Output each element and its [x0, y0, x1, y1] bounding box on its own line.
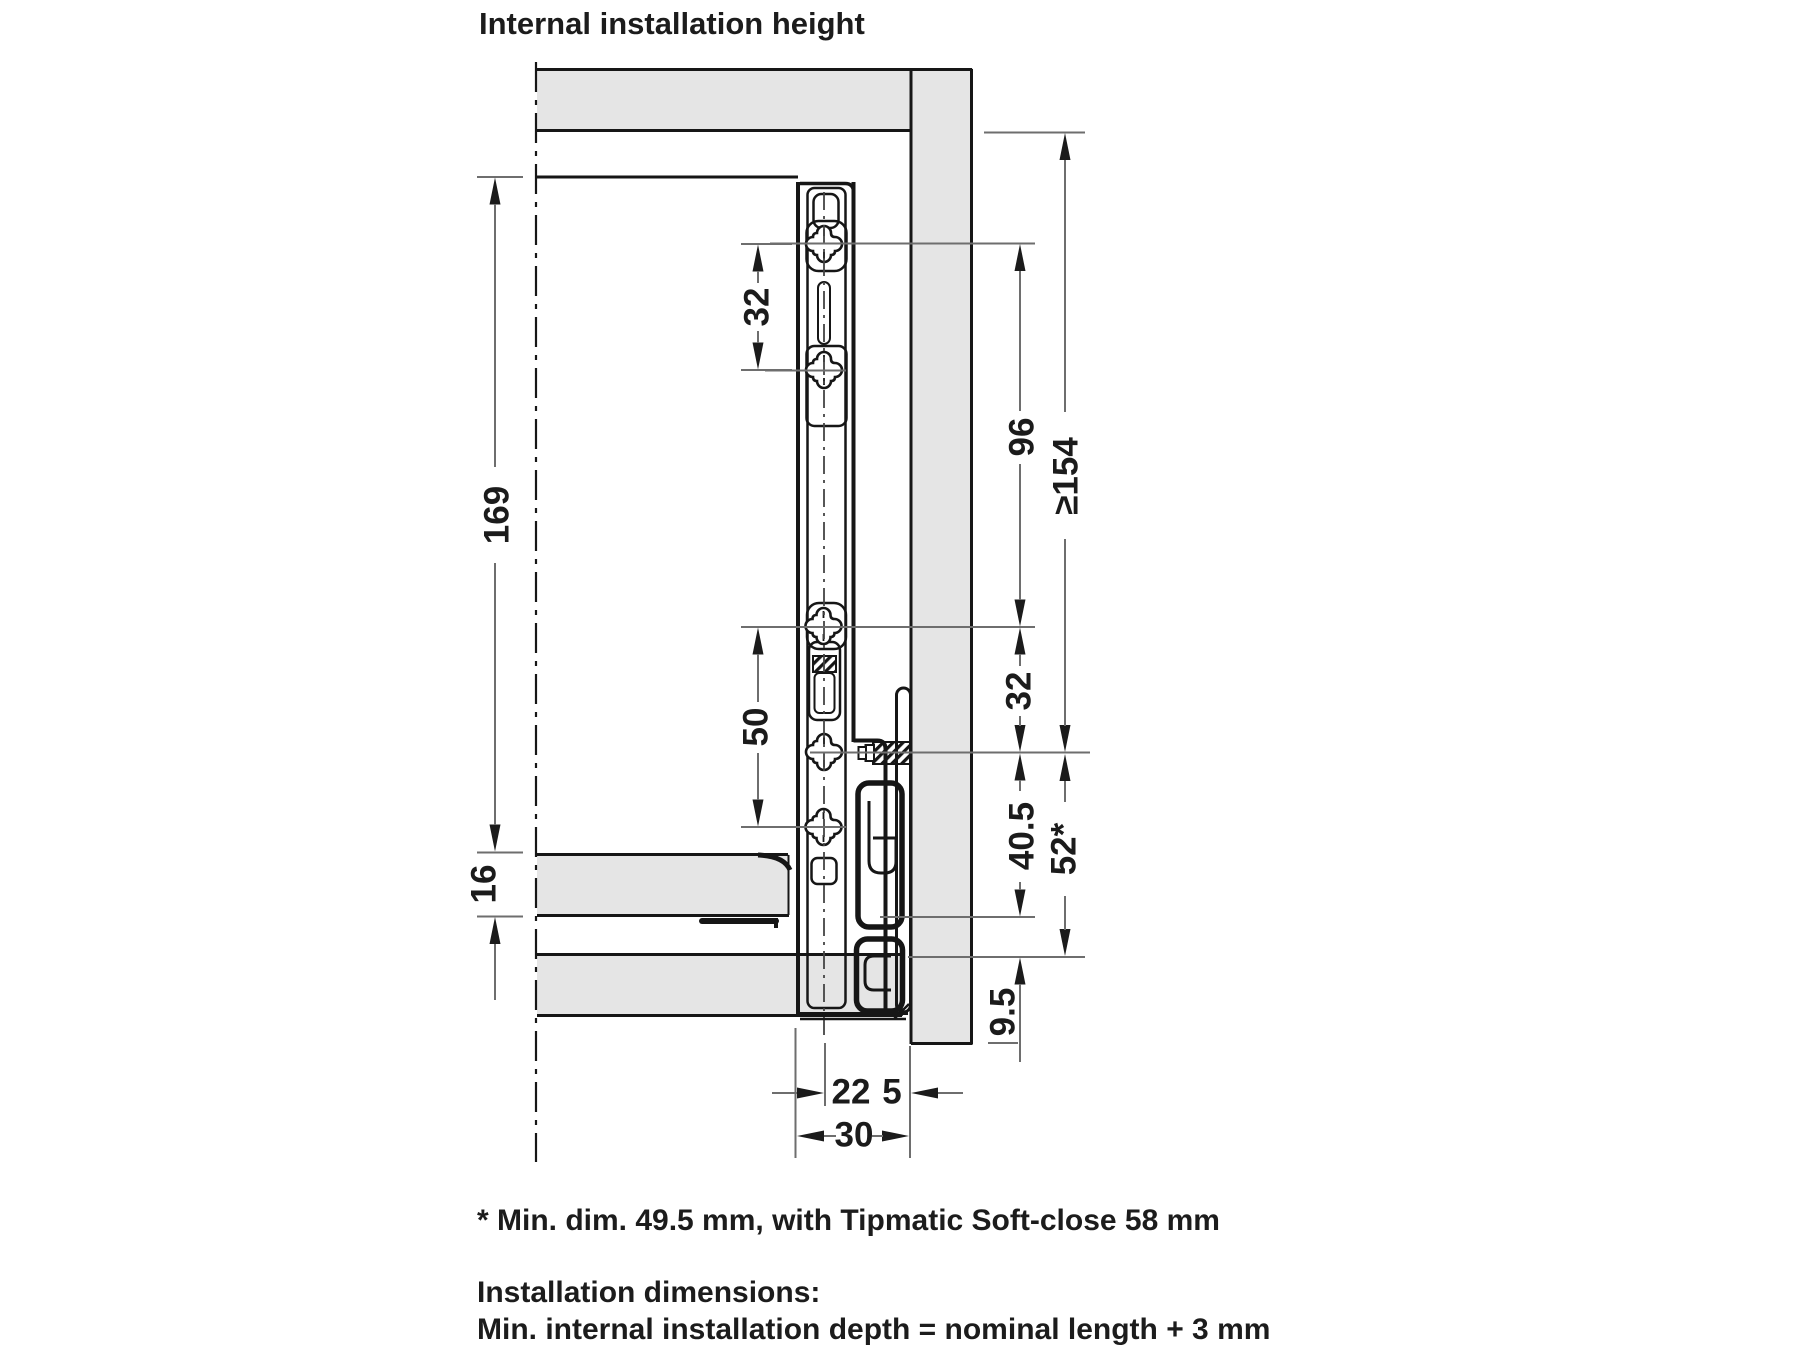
- dimension-40-5: [1003, 754, 1042, 917]
- dimension-16: [465, 865, 504, 1000]
- dim-label-min154: ≥154: [1046, 437, 1086, 515]
- cabinet-side-panel: [911, 68, 973, 1045]
- dimension-96: [1003, 244, 1042, 627]
- drawer-bottom-panel: [537, 854, 789, 916]
- dimension-154: [1047, 133, 1086, 752]
- dimension-22-5: [772, 1073, 963, 1112]
- dimension-9-5: [984, 958, 1026, 1063]
- dim-label-5: 5: [882, 1072, 902, 1112]
- drawer-side-rail: [798, 182, 854, 1040]
- dim-label-16: 16: [464, 864, 504, 904]
- dimension-169: [478, 178, 517, 852]
- dim-label-50: 50: [736, 707, 776, 747]
- dimension-50: [737, 628, 776, 827]
- dim-label-9-5: 9.5: [983, 987, 1023, 1037]
- dimension-30: [797, 1116, 909, 1155]
- dim-label-96: 96: [1002, 417, 1042, 457]
- dim-label-30: 30: [834, 1115, 874, 1155]
- dim-label-32-right: 32: [999, 671, 1039, 711]
- dim-label-169: 169: [477, 485, 517, 545]
- footnote-min-dim: * Min. dim. 49.5 mm, with Tipmatic Soft-close 58 mm: [477, 1204, 1220, 1237]
- dimension-32-top: [738, 245, 777, 370]
- dim-label-40-5: 40.5: [1002, 801, 1042, 871]
- installation-dimensions-header: Installation dimensions:: [477, 1276, 821, 1309]
- dim-label-32-top: 32: [737, 287, 777, 327]
- cabinet-panels: [537, 68, 973, 1045]
- page-title: Internal installation height: [479, 6, 865, 41]
- top-slot-hole: [814, 194, 839, 228]
- installation-depth-note: Min. internal installation depth = nominal length + 3 mm: [477, 1313, 1271, 1346]
- dim-label-52: 52*: [1044, 822, 1084, 876]
- dimension-32-right: [1000, 628, 1039, 753]
- lower-panel: [537, 954, 903, 1016]
- top-panel: [537, 68, 910, 131]
- dim-label-22: 22: [831, 1072, 871, 1112]
- dimension-52: [1045, 754, 1084, 956]
